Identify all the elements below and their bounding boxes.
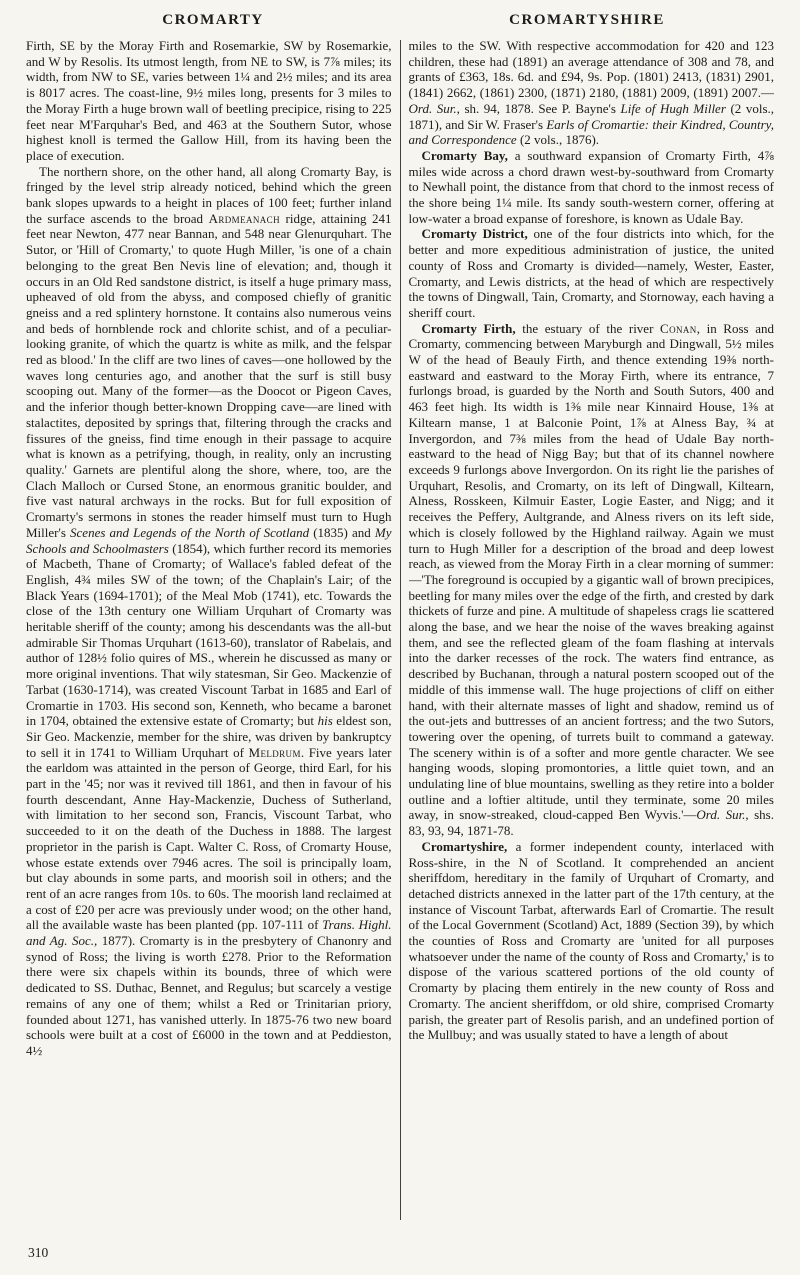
- running-heads: [26, 12, 774, 29]
- small-caps-text-run: Ardmeanach: [208, 210, 280, 226]
- bold-lead-in: Cromarty Firth,: [421, 320, 516, 336]
- column-divider-rule: [400, 40, 401, 1220]
- text-run: the estuary of the river: [515, 320, 661, 336]
- text-run: shs. 83, 93, 94, 1871-78.: [408, 807, 774, 839]
- text-run: a former independent county, interlaced with Ross-shire, in the N of Scotland. It comprehended an ancient sheriffdom, hereditary in the family of Urquhart of Cromarty, and detached districts annexed in the latter part of the 17th century, at the instance of Viscount Tarbat, afterwards Earl of Cromartie. The result of the Local Government (Scotland) Act, 1889 (Section 39), by which the counties of Ross and Cromarty are 'united for all purposes whatsoever under the name of the county of Ross and Cromarty,' is to dispose of the various scattered portions of the old county of Cromarty by placing them entirely in the new county of Ross and Cromarty. The ancient sheriffdom, or old shire, comprised Cromarty parish, the greater part of Resolis parish, and an undefined portion of the Mullbuy; and was usually stated to have a length of about: [408, 838, 774, 1043]
- bold-lead-in: Cromarty District,: [421, 226, 528, 242]
- text-run: , in Ross and Cromarty, commencing between Maryburgh and Dingwall, 5½ miles W of the head of Beauly Firth, and thence extending 19⅜ north-eastward and eastward to the Moray Firth, where its entrance, 7 furlongs broad, is guarded by the North and South Sutors, 400 and 463 feet high. Its width is 1⅜ mile near Kinnaird House, 1⅜ at Kiltearn manse, 1 at Balconie Point, 1⅞ at Alness Bay, ¾ at Invergordon, and 7⅜ miles from the head of Udale Bay north-eastward to the head of Nigg Bay; but that of its channel nowhere exceeds 9 furlongs above Invergordon. On its right lie the parishes of Urquhart, Resolis, and Cromarty, on its left of Dingwall, Kiltearn, Alness, Rosskeen, Kilmuir Easter, Logie Easter, and Nigg; and it receives the Peffery, Aultgrande, and Alness rivers on its left side, which is closely followed by the Highland railway. Again we must turn to Hugh Miller for a description of the broad and deep lowest reach, as viewed from the Moray Firth in a clear morning of summer:—'The foreground is occupied by a gigantic wall of brown precipices, beetling for many miles over the edge of the firth, and crested by dark thickets of furze and pine. A multitude of shapeless crags lie scattered along the base, and we hear the noise of the waves breaking against them, and see the reflected gleam of the foam flashing at intervals into the darker recesses of the rock. The waters find entrance, as described by Buchanan, through a natural postern scooped out of the middle of this immense wall. The huge projections of cliff on either hand, with their alternate masses of light and shadow, remind us of the out-jets and buttresses of an ancient fortress; and the two Sutors, towering over the opening, of turrets built to command a gateway. The scenery within is of a softer and more gentle character. We see hanging woods, sloping promontories, a little quiet town, and an undulating line of blue mountains, swelling as they retire into a bolder outline and a loftier altitude, until they terminate, some 20 miles away, in snow-streaked, cloud-capped Ben Wyvis.'—: [408, 320, 774, 823]
- italic-text-run: Earls of Cromartie: their Kindred, Country, and Correspondence: [408, 116, 774, 148]
- italic-text-run: Trans. Highl. and Ag. Soc.,: [26, 917, 392, 949]
- text-paragraph: [409, 226, 775, 320]
- text-paragraph: [409, 839, 775, 1043]
- text-run: 1877). Cromarty is in the presbytery of Chanonry and synod of Ross; the living is worth £278. Prior to the Reformation there were six chapels within its bounds, three of which were dedicated to SS. Duthac, Bennet, and Regulus; but scarcely a vestige remains of any one of them; whilst a Red or Trinitarian priory, founded about 1271, has vanished utterly. In 1875-76 two new board schools were built at a cost of £6000 in the town and at Peddieston, 4½: [26, 933, 392, 1058]
- text-run: eldest son, Sir Geo. Mackenzie, member for the shire, was driven by bankruptcy to sell it in 1741 to William Urquhart of: [26, 713, 392, 760]
- left-column-header: CROMARTY: [162, 12, 264, 28]
- left-column: [26, 38, 392, 1234]
- page-number: 310: [28, 1245, 49, 1260]
- text-paragraph: [409, 148, 775, 227]
- text-run: one of the four districts into which, for the better and more expeditious administration of justice, the united county of Ross and Cromarty is divided—namely, Wester, Easter, Cromarty, and Lewis districts, at the head of which are respectively the towns of Dingwall, Tain, Cromarty, and Stornoway, each having a sheriff court.: [408, 226, 774, 320]
- text-paragraph: [409, 321, 775, 839]
- bold-lead-in: Cromarty Bay,: [421, 147, 508, 163]
- text-run: a southward expansion of Cromarty Firth, 4⅞ miles wide across a chord drawn west-by-southward from Cromarty to Newhall point, the distance from that chord to the inmost recess of the shore being 1¼ mile. Its sandy south-western corner, offering at low-water a broad expanse of foreshore, is known as Udale Bay.: [408, 147, 774, 226]
- small-caps-text-run: Conan: [660, 320, 697, 336]
- text-run: (2 vols., 1876).: [516, 132, 600, 148]
- italic-text-run: Scenes and Legends of the North of Scotland: [70, 524, 310, 540]
- small-caps-text-run: Meldrum: [248, 744, 301, 760]
- italic-text-run: My Schools and Schoolmasters: [26, 524, 392, 556]
- text-run: (1854), which further record its memories of Macbeth, Thane of Cromarty; of Wallace's fabled defeat of the English, 4¾ miles SW of the town; of the Chaplain's Lair; of the Black Years (1694-1701); of the Meal Mob (1741), etc. Towards the close of the 13th century one William Urquhart of Cromarty was heritable sheriff of the county; among his descendants was the all-but admirable Sir Thomas Urquhart (1613-60), translator of Rabelais, and author of 128½ folio quires of MS., wherein he discussed as many or more original inventions. That wily statesman, Sir Geo. Mackenzie of Tarbat (1630-1714), was created Viscount Tarbat in 1685 and Earl of Cromartie in 1703. His second son, Kenneth, who became a baronet in 1704, obtained the extensive estate of Cromarty; but: [26, 540, 392, 729]
- italic-text-run: his: [317, 713, 333, 729]
- bold-lead-in: Cromartyshire,: [421, 838, 508, 854]
- text-run: (1835) and: [309, 524, 375, 540]
- text-paragraph: [409, 38, 775, 148]
- right-column: [409, 38, 775, 1234]
- italic-text-run: Ord. Sur.,: [696, 807, 749, 823]
- text-paragraph: [26, 164, 392, 1059]
- italic-text-run: Ord. Sur.,: [408, 100, 460, 116]
- text-run: The northern shore, on the other hand, all along Cromarty Bay, is fringed by the level strip already noticed, behind which the green bank slopes upwards to a height in places of 100 feet; further inland the surface ascends to the broad: [26, 163, 392, 226]
- text-run: ridge, attaining 241 feet near Newton, 477 near Bannan, and 548 near Glenurquhart. The Sutor, or 'Hill of Cromarty,' to quote Hugh Miller, 'is one of a chain belonging to the great Ben Nevis line of elevation; and, though it occurs in an Old Red sandstone district, is itself a huge primary mass, upheaved of old from the abyss, and composed chiefly of granitic gneiss and a red splintery hornstone. It contains also numerous veins and beds of hornblende rock and chlorite schist, and of a peculiar-looking granite, of which the quartz is white as milk, and the felspar red as blood.' In the cliff are two lines of caves—one hollowed by the waves long centuries ago, and another that the surf is still busy scooping out. Many of the former—as the Doocot or Pigeon Caves, and the inferior though better-known Dropping cave—are lined with stalactites, deposited by springs that, filtering through the cracks and fissures of the gneiss, find time enough in their passage to acquire what is known as a petrifying, though, in reality, only an incrusting quality.' Garnets are plentiful along the shore, where, too, are the Clach Malloch or Cursed Stone, an enormous granitic boulder, and five vast natural archways in the rocks. But for full exposition of Cromarty's sermons in stones the reader himself must turn to Hugh Miller's: [26, 210, 392, 540]
- text-run: (2 vols., 1871), and Sir W. Fraser's: [408, 100, 774, 132]
- right-column-header: CROMARTYSHIRE: [509, 12, 665, 28]
- text-run: miles to the SW. With respective accommodation for 420 and 123 children, these had (1891) an average attendance of 308 and 78, and grants of £363, 18s. 6d. and £94, 9s. Pop. (1801) 2413, (1831) 2901, (1841) 2662, (1861) 2300, (1871) 2180, (1881) 2009, (1891) 2007.—: [408, 38, 774, 101]
- text-run: . Five years later the earldom was attainted in the person of George, third Earl, for his part in the '45; nor was it revived till 1861, and then in favour of his fourth descendant, Anne Hay-Mackenzie, Duchess of Sutherland, with limitation to her second son, Francis, Viscount Tarbat, who succeeded to it on the death of the Duchess in 1888. The largest proprietor in the parish is Capt. Walter C. Ross, of Cromarty House, whose estate extends over 7946 acres. The soil is principally loam, but clay abounds in some parts, and moorish soil in others; and the rent of an acre ranges from 10s. to 60s. The moorish land reclaimed at a cost of £20 per acre was previously under wood; on the other hand, all the available waste has been planted (pp. 107-111 of: [26, 744, 392, 933]
- text-paragraph: [26, 38, 392, 164]
- italic-text-run: Life of Hugh Miller: [620, 100, 726, 116]
- text-columns: [26, 38, 774, 1234]
- text-run: Firth, SE by the Moray Firth and Rosemarkie, SW by Rosemarkie, and W by Resolis. Its utmost length, from NE to SW, is 7⅞ miles; its width, from NW to SE, varies between 1¼ and 2½ miles; and its area is 8017 acres. The coast-line, 9½ miles long, presents for 3 miles to the Moray Firth a huge brown wall of beetling precipice, rising to 225 feet near M'Farquhar's Bed, and 463 at the Southern Sutor, whose highest knoll is termed the Gallow Hill, from its having been the place of execution.: [26, 38, 392, 163]
- text-run: sh. 94, 1878. See P. Bayne's: [459, 100, 621, 116]
